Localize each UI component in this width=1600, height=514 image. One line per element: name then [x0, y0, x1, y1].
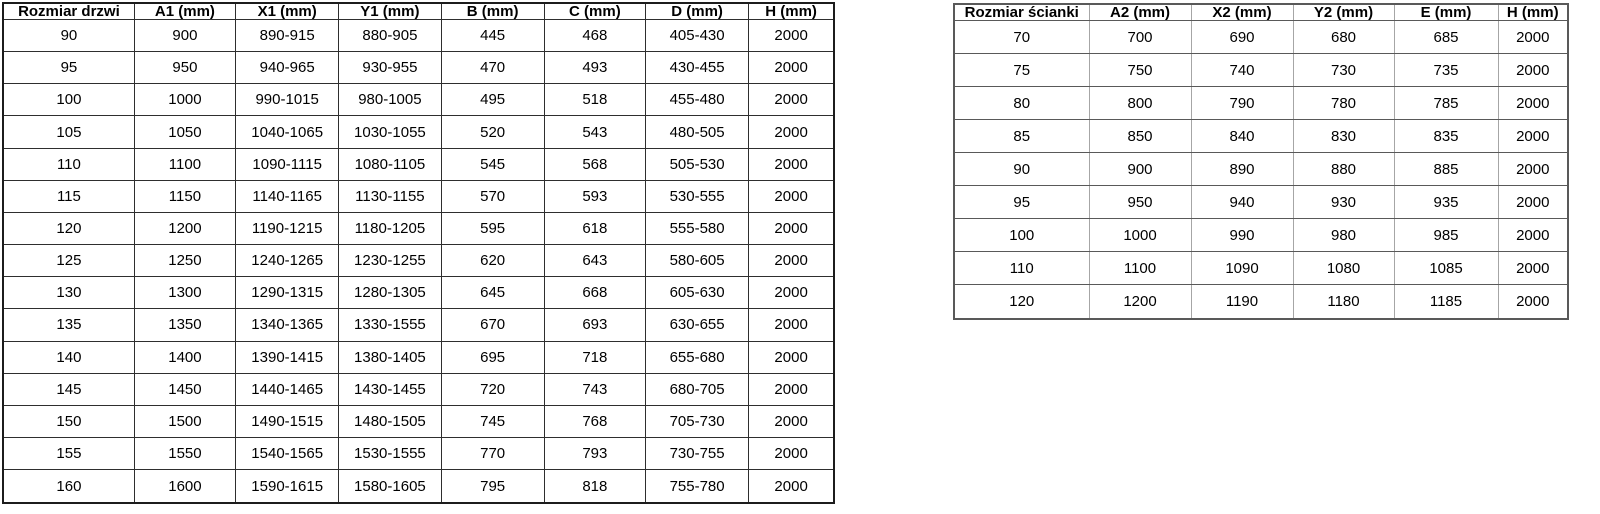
- table-row: [954, 87, 1568, 120]
- table-cell: 720: [441, 373, 544, 405]
- table-cell: 520: [441, 116, 544, 148]
- table-cell: 2000: [749, 180, 834, 212]
- table-cell: 990: [1191, 219, 1293, 252]
- table-cell: 2000: [1498, 87, 1568, 120]
- table-cell: 2000: [749, 245, 834, 277]
- table-row: [954, 54, 1568, 87]
- table-cell: 1390-1415: [236, 341, 339, 373]
- table-cell: 980-1005: [339, 84, 441, 116]
- table-cell: 90: [954, 153, 1089, 186]
- table-row: [3, 20, 834, 52]
- table-cell: 980: [1293, 219, 1394, 252]
- table-cell: 755-780: [645, 470, 748, 503]
- table-cell: 135: [3, 309, 134, 341]
- table-cell: 480-505: [645, 116, 748, 148]
- table-cell: 505-530: [645, 148, 748, 180]
- table-row: [3, 84, 834, 116]
- table-cell: 1500: [134, 405, 235, 437]
- table-row: [3, 405, 834, 437]
- table-cell: 605-630: [645, 277, 748, 309]
- table-cell: 430-455: [645, 52, 748, 84]
- wall-sizes-table: [953, 3, 1569, 320]
- table-row: [3, 309, 834, 341]
- table-cell: 1300: [134, 277, 235, 309]
- column-header: A1 (mm): [134, 3, 235, 20]
- table-cell: 1250: [134, 245, 235, 277]
- table-cell: 120: [954, 285, 1089, 319]
- table-row: [954, 120, 1568, 153]
- table-row: [3, 212, 834, 244]
- table-row: [3, 180, 834, 212]
- table-cell: 1050: [134, 116, 235, 148]
- table-cell: 1440-1465: [236, 373, 339, 405]
- table-cell: 1080: [1293, 252, 1394, 285]
- table-cell: 840: [1191, 120, 1293, 153]
- header-row: [3, 3, 834, 20]
- table-row: [3, 277, 834, 309]
- table-cell: 495: [441, 84, 544, 116]
- table-cell: 880-905: [339, 20, 441, 52]
- table-cell: 693: [544, 309, 645, 341]
- table-cell: 1085: [1394, 252, 1498, 285]
- table-cell: 1450: [134, 373, 235, 405]
- door-table-body: [3, 20, 834, 504]
- column-header: Rozmiar drzwi: [3, 3, 134, 20]
- table-cell: 405-430: [645, 20, 748, 52]
- table-cell: 645: [441, 277, 544, 309]
- table-cell: 1400: [134, 341, 235, 373]
- table-cell: 680: [1293, 21, 1394, 54]
- table-cell: 568: [544, 148, 645, 180]
- table-cell: 1000: [1089, 219, 1191, 252]
- table-row: [954, 219, 1568, 252]
- table-cell: 1200: [1089, 285, 1191, 319]
- table-cell: 1080-1105: [339, 148, 441, 180]
- column-header: C (mm): [544, 3, 645, 20]
- table-cell: 695: [441, 341, 544, 373]
- table-cell: 1200: [134, 212, 235, 244]
- table-cell: 680-705: [645, 373, 748, 405]
- table-cell: 785: [1394, 87, 1498, 120]
- table-cell: 2000: [749, 212, 834, 244]
- table-cell: 1180-1205: [339, 212, 441, 244]
- table-row: [954, 153, 1568, 186]
- table-cell: 685: [1394, 21, 1498, 54]
- table-cell: 830: [1293, 120, 1394, 153]
- table-cell: 155: [3, 438, 134, 470]
- table-cell: 105: [3, 116, 134, 148]
- door-sizes-table: [2, 2, 835, 504]
- table-cell: 795: [441, 470, 544, 503]
- table-cell: 1030-1055: [339, 116, 441, 148]
- table-cell: 718: [544, 341, 645, 373]
- table-cell: 2000: [1498, 153, 1568, 186]
- table-cell: 2000: [1498, 21, 1568, 54]
- table-cell: 1340-1365: [236, 309, 339, 341]
- table-cell: 880: [1293, 153, 1394, 186]
- table-cell: 800: [1089, 87, 1191, 120]
- table-cell: 2000: [749, 470, 834, 503]
- table-cell: 2000: [749, 277, 834, 309]
- table-cell: 670: [441, 309, 544, 341]
- wall-table-header: [954, 4, 1568, 21]
- table-cell: 835: [1394, 120, 1498, 153]
- table-cell: 100: [954, 219, 1089, 252]
- table-cell: 145: [3, 373, 134, 405]
- table-cell: 1180: [1293, 285, 1394, 319]
- table-cell: 730-755: [645, 438, 748, 470]
- table-cell: 1100: [1089, 252, 1191, 285]
- column-header: B (mm): [441, 3, 544, 20]
- table-cell: 735: [1394, 54, 1498, 87]
- table-row: [3, 341, 834, 373]
- column-header: H (mm): [1498, 4, 1568, 21]
- table-row: [954, 186, 1568, 219]
- table-cell: 110: [3, 148, 134, 180]
- table-cell: 1240-1265: [236, 245, 339, 277]
- table-cell: 545: [441, 148, 544, 180]
- table-cell: 1290-1315: [236, 277, 339, 309]
- column-header: Rozmiar ścianki: [954, 4, 1089, 21]
- table-cell: 2000: [749, 20, 834, 52]
- table-cell: 643: [544, 245, 645, 277]
- table-row: [3, 373, 834, 405]
- table-cell: 120: [3, 212, 134, 244]
- table-row: [3, 470, 834, 503]
- table-cell: 1230-1255: [339, 245, 441, 277]
- table-cell: 90: [3, 20, 134, 52]
- table-cell: 468: [544, 20, 645, 52]
- table-cell: 1280-1305: [339, 277, 441, 309]
- wall-table-body: [954, 21, 1568, 320]
- table-cell: 115: [3, 180, 134, 212]
- table-cell: 705-730: [645, 405, 748, 437]
- table-cell: 950: [134, 52, 235, 84]
- table-cell: 1190-1215: [236, 212, 339, 244]
- header-row: [954, 4, 1568, 21]
- table-cell: 885: [1394, 153, 1498, 186]
- table-cell: 2000: [749, 309, 834, 341]
- table-cell: 1590-1615: [236, 470, 339, 503]
- table-cell: 900: [1089, 153, 1191, 186]
- table-cell: 518: [544, 84, 645, 116]
- table-cell: 140: [3, 341, 134, 373]
- table-row: [3, 245, 834, 277]
- table-cell: 655-680: [645, 341, 748, 373]
- table-cell: 2000: [1498, 186, 1568, 219]
- table-cell: 95: [954, 186, 1089, 219]
- table-cell: 730: [1293, 54, 1394, 87]
- table-cell: 940: [1191, 186, 1293, 219]
- table-cell: 618: [544, 212, 645, 244]
- table-cell: 1140-1165: [236, 180, 339, 212]
- table-cell: 1550: [134, 438, 235, 470]
- table-cell: 770: [441, 438, 544, 470]
- table-cell: 700: [1089, 21, 1191, 54]
- table-cell: 470: [441, 52, 544, 84]
- table-cell: 2000: [1498, 219, 1568, 252]
- table-cell: 2000: [749, 341, 834, 373]
- table-cell: 900: [134, 20, 235, 52]
- table-row: [3, 116, 834, 148]
- table-cell: 1600: [134, 470, 235, 503]
- table-row: [954, 285, 1568, 319]
- column-header: Y1 (mm): [339, 3, 441, 20]
- column-header: A2 (mm): [1089, 4, 1191, 21]
- table-cell: 940-965: [236, 52, 339, 84]
- table-cell: 100: [3, 84, 134, 116]
- table-cell: 750: [1089, 54, 1191, 87]
- table-cell: 1540-1565: [236, 438, 339, 470]
- table-row: [954, 252, 1568, 285]
- column-header: E (mm): [1394, 4, 1498, 21]
- table-cell: 595: [441, 212, 544, 244]
- table-cell: 1190: [1191, 285, 1293, 319]
- table-cell: 768: [544, 405, 645, 437]
- table-cell: 790: [1191, 87, 1293, 120]
- table-cell: 1490-1515: [236, 405, 339, 437]
- table-cell: 130: [3, 277, 134, 309]
- table-cell: 445: [441, 20, 544, 52]
- table-cell: 2000: [749, 405, 834, 437]
- door-table-header: [3, 3, 834, 20]
- table-cell: 1480-1505: [339, 405, 441, 437]
- table-cell: 580-605: [645, 245, 748, 277]
- table-cell: 850: [1089, 120, 1191, 153]
- table-cell: 555-580: [645, 212, 748, 244]
- table-cell: 930-955: [339, 52, 441, 84]
- column-header: Y2 (mm): [1293, 4, 1394, 21]
- table-row: [3, 438, 834, 470]
- table-cell: 85: [954, 120, 1089, 153]
- table-cell: 2000: [749, 438, 834, 470]
- table-cell: 890-915: [236, 20, 339, 52]
- column-header: H (mm): [749, 3, 834, 20]
- table-cell: 818: [544, 470, 645, 503]
- table-cell: 1380-1405: [339, 341, 441, 373]
- table-cell: 668: [544, 277, 645, 309]
- table-cell: 1185: [1394, 285, 1498, 319]
- table-cell: 2000: [749, 116, 834, 148]
- table-cell: 2000: [1498, 54, 1568, 87]
- table-cell: 930: [1293, 186, 1394, 219]
- table-cell: 1530-1555: [339, 438, 441, 470]
- table-cell: 95: [3, 52, 134, 84]
- table-cell: 160: [3, 470, 134, 503]
- table-cell: 740: [1191, 54, 1293, 87]
- table-row: [3, 52, 834, 84]
- column-header: X2 (mm): [1191, 4, 1293, 21]
- table-cell: 543: [544, 116, 645, 148]
- table-cell: 745: [441, 405, 544, 437]
- table-cell: 70: [954, 21, 1089, 54]
- table-row: [954, 21, 1568, 54]
- table-cell: 2000: [1498, 120, 1568, 153]
- table-cell: 990-1015: [236, 84, 339, 116]
- table-cell: 2000: [1498, 285, 1568, 319]
- column-header: X1 (mm): [236, 3, 339, 20]
- table-cell: 150: [3, 405, 134, 437]
- table-cell: 1090-1115: [236, 148, 339, 180]
- table-cell: 493: [544, 52, 645, 84]
- table-cell: 570: [441, 180, 544, 212]
- table-cell: 1430-1455: [339, 373, 441, 405]
- table-cell: 2000: [749, 148, 834, 180]
- table-cell: 2000: [749, 84, 834, 116]
- table-cell: 935: [1394, 186, 1498, 219]
- table-cell: 2000: [749, 373, 834, 405]
- table-cell: 1580-1605: [339, 470, 441, 503]
- table-cell: 1130-1155: [339, 180, 441, 212]
- table-cell: 1000: [134, 84, 235, 116]
- table-cell: 455-480: [645, 84, 748, 116]
- table-cell: 690: [1191, 21, 1293, 54]
- table-cell: 793: [544, 438, 645, 470]
- table-cell: 890: [1191, 153, 1293, 186]
- table-cell: 110: [954, 252, 1089, 285]
- table-cell: 530-555: [645, 180, 748, 212]
- table-cell: 75: [954, 54, 1089, 87]
- table-cell: 780: [1293, 87, 1394, 120]
- table-cell: 1040-1065: [236, 116, 339, 148]
- table-cell: 743: [544, 373, 645, 405]
- table-cell: 1090: [1191, 252, 1293, 285]
- table-cell: 950: [1089, 186, 1191, 219]
- table-cell: 985: [1394, 219, 1498, 252]
- table-cell: 2000: [1498, 252, 1568, 285]
- table-cell: 630-655: [645, 309, 748, 341]
- table-cell: 2000: [749, 52, 834, 84]
- table-cell: 125: [3, 245, 134, 277]
- table-cell: 1330-1555: [339, 309, 441, 341]
- table-cell: 1350: [134, 309, 235, 341]
- column-header: D (mm): [645, 3, 748, 20]
- table-cell: 620: [441, 245, 544, 277]
- table-cell: 80: [954, 87, 1089, 120]
- table-cell: 1100: [134, 148, 235, 180]
- table-row: [3, 148, 834, 180]
- table-cell: 593: [544, 180, 645, 212]
- table-cell: 1150: [134, 180, 235, 212]
